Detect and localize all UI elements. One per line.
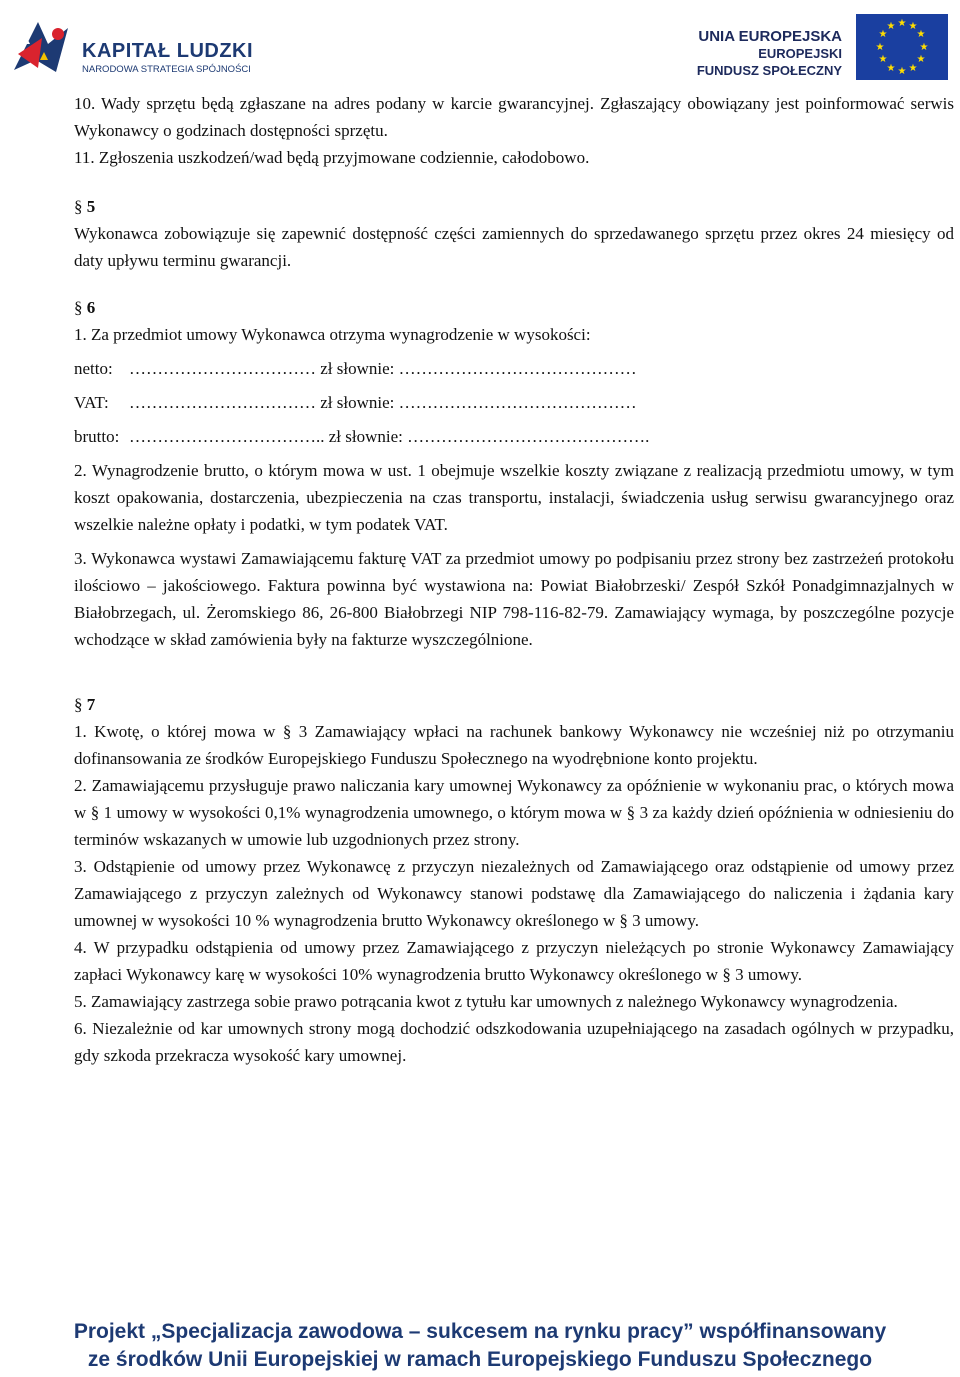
- footer-line2: ze środków Unii Europejskiej w ramach Europejskiego Funduszu Społecznego: [87, 1348, 873, 1371]
- eu-flag-icon: [856, 14, 948, 80]
- amount-row-netto: [74, 355, 954, 382]
- section-number: 6: [86, 298, 96, 317]
- section-number: 5: [86, 197, 96, 216]
- svg-text:★: ★: [916, 29, 926, 40]
- page-header: [0, 0, 960, 90]
- svg-text:★: ★: [878, 29, 888, 40]
- section-heading-6: [74, 294, 954, 321]
- document-body: [74, 90, 954, 1069]
- amount-row-brutto: [74, 423, 954, 450]
- svg-text:★: ★: [875, 42, 885, 53]
- page-footer: [0, 1318, 960, 1374]
- section-paragraph: 1. Za przedmiot umowy Wykonawca otrzyma wynagrodzenie w wysokości:: [74, 325, 591, 344]
- amount-blank: …………………………….. zł słownie: …………………………………….: [129, 427, 650, 446]
- section-paragraph: 1. Kwotę, o której mowa w § 3 Zamawiający wpłaci na rachunek bankowy Wykonawcy nie wcześniej niż po otrzymaniu dofinansowania ze środków Europejskiego Funduszu Społecznego na wyodrębnione konto projektu.: [74, 722, 954, 768]
- section-paragraph: 5. Zamawiający zastrzega sobie prawo potrącania kwot z tytułu kar umownych z należnego Wykonawcy wynagrodzenia.: [74, 992, 898, 1011]
- svg-text:★: ★: [897, 66, 907, 77]
- list-item: 11. Zgłoszenia uszkodzeń/wad będą przyjmowane codziennie, całodobowo.: [74, 148, 590, 167]
- section-paragraph: 2. Wynagrodzenie brutto, o którym mowa w ust. 1 obejmuje wszelkie koszty związane z realizacją przedmiotu umowy, w tym koszt opakowania, dostarczenia, ubezpieczenia na czas transportu, instalacji, świadczenia usług serwisu gwarancyjnego oraz wszelkie należne opłaty i podatki, w tym podatek VAT.: [74, 461, 954, 534]
- amount-label: brutto:: [74, 427, 120, 446]
- section-paragraph: 3. Odstąpienie od umowy przez Wykonawcę z przyczyn niezależnych od Zamawiającego oraz odstąpienie od umowy przez Zamawiającego z przyczyn zależnych od Wykonawcy stanowi podstawę dla Zamawiającego do naliczenia i żądania kary umownej w wysokości 10 % wynagrodzenia brutto Wykonawcy określonego w § 3 umowy.: [74, 857, 954, 930]
- svg-text:★: ★: [908, 63, 918, 74]
- section-paragraph: 3. Wykonawca wystawi Zamawiającemu fakturę VAT za przedmiot umowy po podpisaniu przez strony bez zastrzeżeń protokołu ilościowo – jakościowego. Faktura powinna być wystawiona na: Powiat Białobrzeski/ Zespół Szkół Ponadgimnazjalnych w Białobrzegach, ul. Żeromskiego 86, 26-800 Białobrzegi NIP 798-116-82-79. Zamawiający wymaga, by poszczególne pozycje wchodzące w skład zamówienia były na fakturze wyszczególnione.: [74, 549, 954, 649]
- section-heading-7: [74, 691, 954, 718]
- section-number: 7: [86, 695, 96, 714]
- svg-text:★: ★: [897, 18, 907, 29]
- section-paragraph: 4. W przypadku odstąpienia od umowy przez Zamawiającego z przyczyn nieleżących po stronie Wykonawcy Zamawiający zapłaci Wykonawcy karę w wysokości 10% wynagrodzenia brutto Wykonawcy określonego w § 3 umowy.: [74, 938, 954, 984]
- amount-row-vat: [74, 389, 954, 416]
- section-paragraph: Wykonawca zobowiązuje się zapewnić dostępność części zamiennych do sprzedawanego sprzętu przez okres 24 miesięcy od daty upływu terminu gwarancji.: [74, 224, 954, 270]
- section-sign: §: [74, 695, 83, 714]
- amount-blank: …………………………… zł słownie: ……………………………………: [129, 359, 637, 378]
- eu-logo-line3: FUNDUSZ SPOŁECZNY: [696, 63, 842, 78]
- section-sign: §: [74, 298, 83, 317]
- section-paragraph: 2. Zamawiającemu przysługuje prawo naliczania kary umownej Wykonawcy za opóźnienie w wykonaniu prac, o których mowa w § 1 umowy w wysokości 0,1% wynagrodzenia umownego, o którym mowa w § 3 za każdy dzień opóźnienia w odniesieniu do terminów wskazanych w umowie lub uzgodnionych przez strony.: [74, 776, 954, 849]
- svg-text:★: ★: [886, 21, 896, 32]
- list-item: 10. Wady sprzętu będą zgłaszane na adres podany w karcie gwarancyjnej. Zgłaszający obowiązany jest poinformować serwis Wykonawcy o godzinach dostępności sprzętu.: [74, 94, 954, 140]
- svg-text:★: ★: [878, 54, 888, 65]
- amount-blank: …………………………… zł słownie: ……………………………………: [129, 393, 637, 412]
- logo-subtitle: NARODOWA STRATEGIA SPÓJNOŚCI: [82, 64, 251, 75]
- svg-text:★: ★: [919, 42, 929, 53]
- amount-label: VAT:: [74, 393, 109, 412]
- footer-line1: Projekt „Specjalizacja zawodowa – sukcesem na rynku pracy” współfinansowany: [73, 1320, 887, 1343]
- svg-text:★: ★: [886, 63, 896, 74]
- eu-logo-line2: EUROPEJSKI: [758, 46, 842, 61]
- svg-text:★: ★: [916, 54, 926, 65]
- logo-title: KAPITAŁ LUDZKI: [82, 40, 254, 62]
- eu-logo-text: [697, 28, 842, 79]
- section-sign: §: [74, 197, 83, 216]
- section-paragraph: 6. Niezależnie od kar umownych strony mogą dochodzić odszkodowania uzupełniającego na zasadach ogólnych w przypadku, gdy szkoda przekracza wysokość kary umownej.: [74, 1019, 954, 1065]
- section-heading-5: [74, 193, 954, 220]
- svg-text:★: ★: [908, 21, 918, 32]
- amount-label: netto:: [74, 359, 113, 378]
- eu-logo-line1: UNIA EUROPEJSKA: [698, 28, 842, 45]
